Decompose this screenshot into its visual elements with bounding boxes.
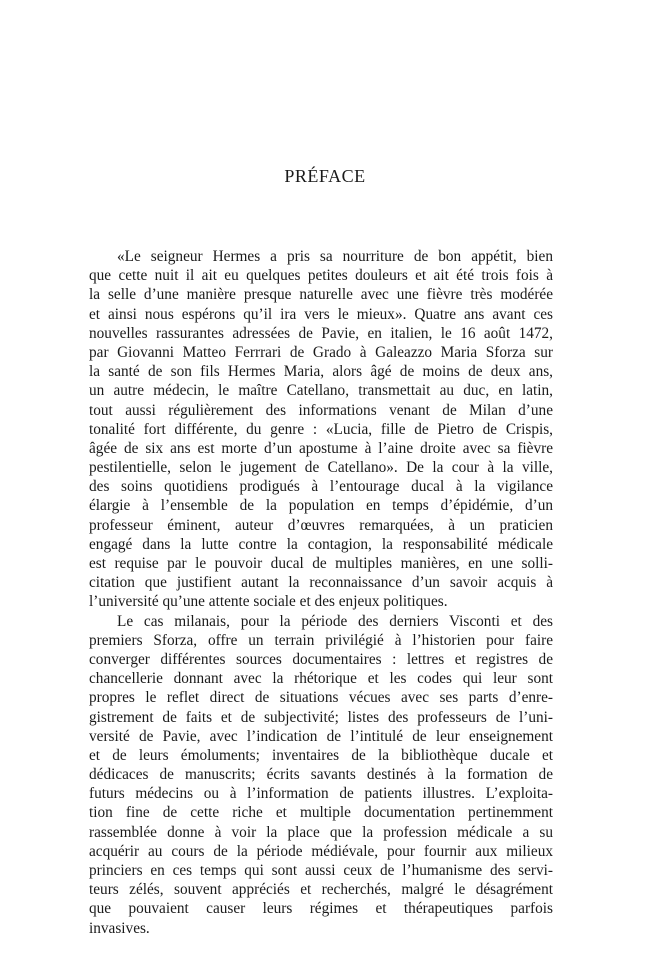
text-line: est requise par le pouvoir ducal de multiples manières, en une solli-: [89, 555, 553, 572]
text-line: invasives.: [89, 919, 150, 937]
paragraph: [89, 612, 553, 938]
text-line: que pouvaient causer leurs régimes et thérapeutiques parfois: [89, 900, 553, 918]
text-line: premiers Sforza, offre un terrain privilégié à l’historien pour faire: [89, 631, 553, 649]
text-line: princiers en ces temps qui sont aussi ceux de l’humanisme des servi-: [89, 862, 553, 879]
text-line: dédicaces de manuscrits; écrits savants destinés à la formation de: [89, 766, 553, 784]
text-line: engagé dans la lutte contre la contagion, la responsabilité médicale: [89, 535, 553, 553]
text-line: par Giovanni Matteo Ferrrari de Grado à Galeazzo Maria Sforza sur: [89, 343, 553, 361]
text-line: tout aussi régulièrement des informations venant de Milan d’une: [89, 401, 553, 419]
text-line: la selle d’une manière presque naturelle avec une fièvre très modérée: [89, 286, 553, 304]
text-line: élargie à l’ensemble de la population en temps d’épidémie, d’un: [89, 497, 553, 515]
text-line: âgée de six ans est morte d’un apostume à l’aine droite avec sa fièvre: [89, 439, 553, 457]
text-line: des soins quotidiens prodigués à l’entourage ducal à la vigilance: [89, 478, 553, 496]
text-line: propres le reflet direct de situations vécues avec ses parts d’enre-: [89, 689, 553, 707]
text-line: Le cas milanais, pour la période des derniers Visconti et des: [117, 612, 553, 630]
text-line: versité de Pavie, avec l’indication de l’intitulé de leur enseignement: [89, 727, 553, 745]
text-line: converger différentes sources documentaires : lettres et registres de: [89, 650, 553, 668]
text-line: un autre médecin, le maître Catellano, transmettait au duc, en latin,: [89, 382, 553, 400]
text-line: pestilentielle, selon le jugement de Catellano». De la cour à la ville,: [89, 459, 553, 477]
text-line: rassemblée donne à voir la place que la profession médicale a su: [89, 823, 553, 841]
text-line: gistrement de faits et de subjectivité; listes des professeurs de l’uni-: [89, 708, 553, 726]
text-line: teurs zélés, souvent appréciés et recherchés, malgré le désagrément: [89, 881, 553, 899]
text-line: «Le seigneur Hermes a pris sa nourriture de bon appétit, bien: [117, 248, 553, 265]
text-line: nouvelles rassurantes adressées de Pavie, en italien, le 16 août 1472,: [89, 324, 553, 342]
text-line: chancellerie donnant avec la rhétorique et les codes qui leur sont: [89, 670, 553, 688]
text-line: et de leurs émoluments; inventaires de la bibliothèque ducale et: [89, 746, 553, 764]
text-line: citation que justifient autant la reconnaissance d’un savoir acquis à: [89, 574, 553, 592]
text-line: professeur éminent, auteur d’œuvres remarquées, à un praticien: [89, 516, 553, 534]
page-title: PRÉFACE: [284, 166, 366, 186]
text-line: et ainsi nous espérons qu’il ira vers le mieux». Quatre ans avant ces: [89, 305, 553, 323]
text-line: acquérir au cours de la période médiévale, pour fournir aux milieux: [89, 842, 553, 860]
paragraph: [89, 247, 553, 612]
text-line: l’université qu’une attente sociale et des enjeux politiques.: [89, 593, 448, 611]
text-line: tion fine de cette riche et multiple documentation pertinemment: [89, 804, 553, 822]
text-line: que cette nuit il ait eu quelques petites douleurs et ait été trois fois à: [89, 267, 553, 285]
text-line: futurs médecins ou à l’information de patients illustres. L’exploita-: [89, 785, 553, 803]
text-line: la santé de son fils Hermes Maria, alors âgé de moins de deux ans,: [89, 363, 553, 381]
preface-body: [89, 247, 553, 938]
text-line: tonalité fort différente, du genre : «Lucia, fille de Pietro de Crispis,: [89, 420, 553, 438]
